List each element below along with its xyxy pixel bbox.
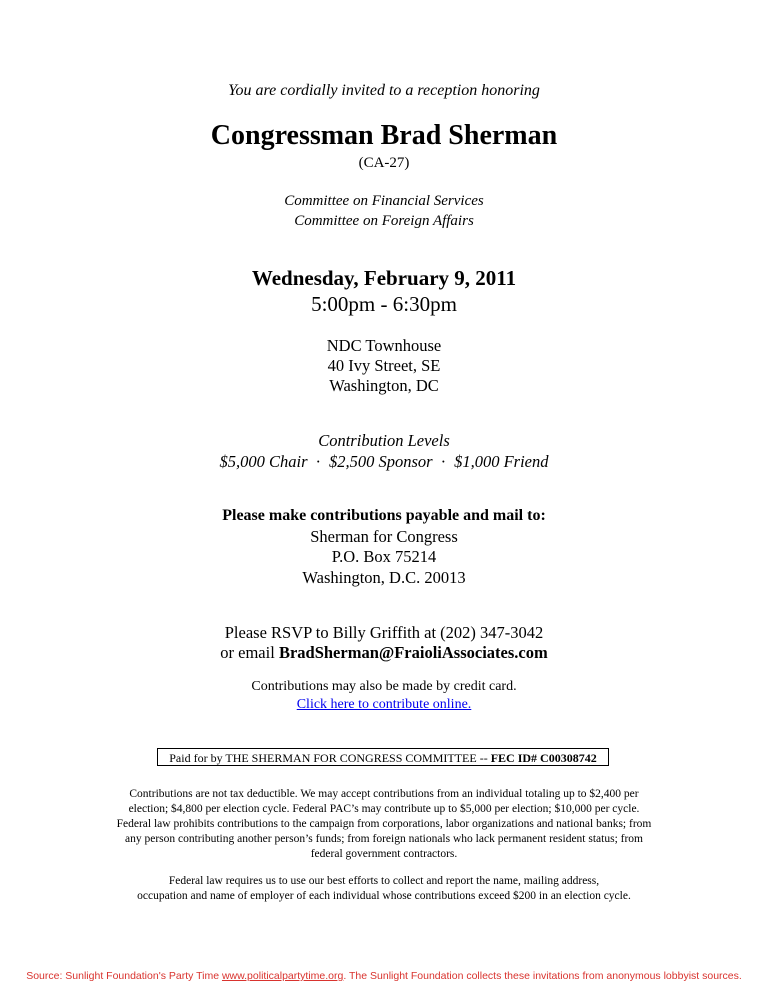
committee-2: Committee on Foreign Affairs: [294, 213, 474, 229]
level-sponsor: $2,500 Sponsor: [329, 452, 433, 471]
paid-for-box: [157, 748, 609, 766]
intro-text: You are cordially invited to a reception honoring: [228, 82, 540, 99]
event-date: Wednesday, February 9, 2011: [251, 266, 517, 290]
rsvp-email-line: [0, 643, 768, 663]
email-prefix: or email: [220, 643, 279, 662]
mailing-city: Washington, D.C. 20013: [302, 568, 466, 587]
venue-name: NDC Townhouse: [326, 336, 442, 355]
level-separator: ·: [315, 452, 321, 471]
level-chair: $5,000 Chair: [219, 452, 308, 471]
mailing-payee: Sherman for Congress: [310, 527, 458, 546]
level-friend: $1,000 Friend: [454, 452, 549, 471]
federal-line: Federal law requires us to use our best efforts to collect and report the name, mailing address,: [168, 875, 600, 887]
mailing-heading: Please make contributions payable and mail to:: [222, 507, 546, 524]
contribute-online-link[interactable]: Click here to contribute online.: [296, 697, 472, 712]
contribution-levels-title: Contribution Levels: [318, 431, 450, 450]
credit-card-text: Contributions may also be made by credit card.: [251, 679, 517, 694]
source-link[interactable]: www.politicalpartytime.org: [221, 970, 344, 982]
venue-street: 40 Ivy Street, SE: [327, 356, 441, 375]
disclaimer-line: Federal law prohibits contributions to the campaign from corporations, labor organizations and national banks; from: [116, 818, 652, 830]
source-prefix: Source: Sunlight Foundation's Party Time: [26, 970, 222, 982]
contribute-online: [0, 697, 768, 713]
disclaimer-line: election; $4,800 per election cycle. Federal PAC’s may contribute up to $5,000 per election; $10,000 per cycle.: [128, 803, 640, 815]
source-footer: [0, 970, 768, 982]
rsvp-email[interactable]: BradSherman@FraioliAssociates.com: [278, 643, 548, 662]
disclaimer-line: Contributions are not tax deductible. We may accept contributions from an individual totaling up to $2,400 per: [129, 788, 639, 800]
contribution-levels: [0, 452, 768, 472]
disclaimer-line: any person contributing another person’s funds; from foreign nationals who lack permanent resident status; from: [124, 833, 643, 845]
honoree-name: Congressman Brad Sherman: [210, 120, 558, 151]
paid-for-text: Paid for by THE SHERMAN FOR CONGRESS COMMITTEE --: [169, 751, 491, 765]
source-suffix: . The Sunlight Foundation collects these invitations from anonymous lobbyist sources.: [343, 970, 742, 982]
mailing-po-box: P.O. Box 75214: [331, 547, 437, 566]
federal-line: occupation and name of employer of each individual whose contributions exceed $200 in an election cycle.: [137, 890, 631, 902]
venue-city: Washington, DC: [329, 376, 439, 395]
federal-requirement: [60, 874, 708, 904]
district: (CA-27): [358, 155, 410, 171]
rsvp-line: Please RSVP to Billy Griffith at (202) 347-3042: [224, 623, 544, 642]
event-time: 5:00pm - 6:30pm: [311, 292, 457, 316]
disclaimer: [60, 787, 708, 862]
disclaimer-line: federal government contractors.: [310, 848, 458, 860]
level-separator: ·: [440, 452, 447, 471]
committee-1: Committee on Financial Services: [284, 193, 484, 209]
fec-id: FEC ID# C00308742: [490, 751, 597, 765]
